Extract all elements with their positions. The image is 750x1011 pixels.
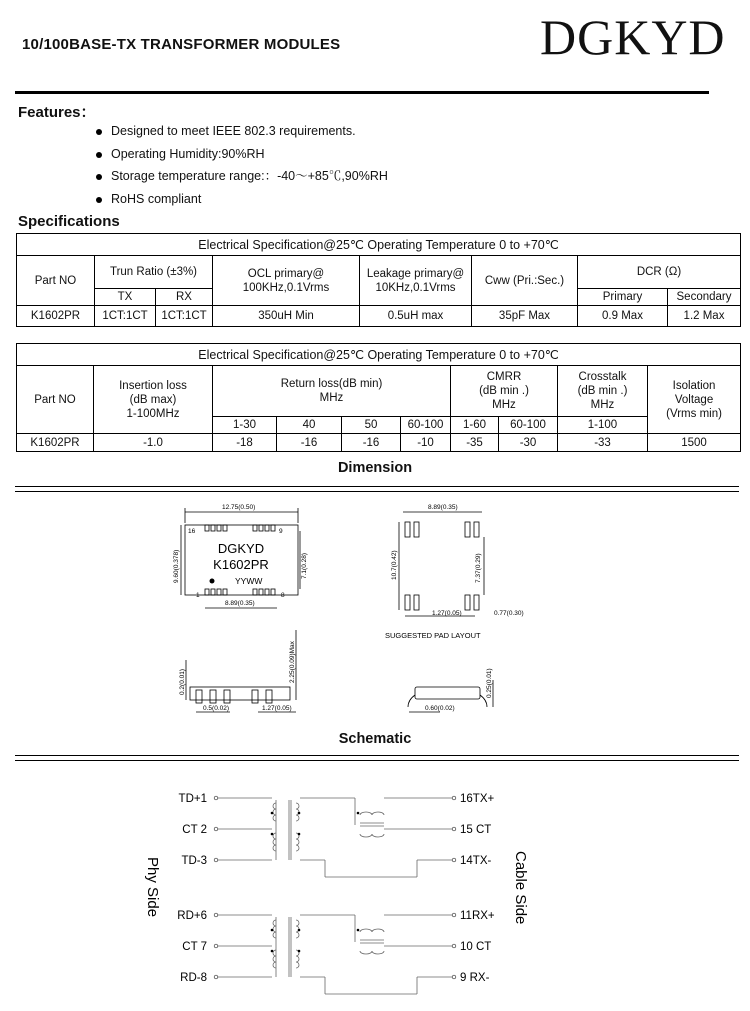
- cell-ocl: 350uH Min: [213, 306, 360, 327]
- header-turns-ratio: Trun Ratio (±3%): [95, 256, 213, 289]
- svg-text:0.25(0.01): 0.25(0.01): [486, 668, 493, 698]
- svg-text:8.89(0.35): 8.89(0.35): [225, 600, 255, 607]
- svg-text:12.75(0.50): 12.75(0.50): [222, 504, 256, 511]
- features-heading: Features：: [18, 104, 96, 121]
- header-rule: [15, 91, 709, 94]
- pin-label-left: TD-3: [181, 855, 207, 867]
- pin-label-left: RD+6: [177, 910, 207, 922]
- table-row: [17, 306, 741, 327]
- cell-insertion: -1.0: [94, 434, 213, 452]
- header-cmrr: CMRR (dB min .) MHz: [451, 366, 558, 417]
- band-return-3: 50: [342, 417, 401, 434]
- svg-text:0.60(0.02): 0.60(0.02): [425, 705, 455, 712]
- pin-label-right: 10 CT: [460, 941, 492, 953]
- pin-1-label: 1: [196, 592, 200, 599]
- header-dcr: DCR (Ω): [578, 256, 741, 289]
- feature-item: RoHS compliant: [96, 192, 388, 215]
- cell-return-1: -18: [213, 434, 277, 452]
- header-ocl: OCL primary@ 100KHz,0.1Vrms: [213, 256, 360, 306]
- cell-return-2: -16: [277, 434, 342, 452]
- header-secondary: Secondary: [668, 289, 741, 306]
- table-caption: Electrical Specification@25℃ Operating Temperature 0 to +70℃: [17, 234, 741, 256]
- header-tx: TX: [95, 289, 156, 306]
- pin-label-left: RD-8: [180, 972, 207, 984]
- cell-dcr-primary: 0.9 Max: [578, 306, 668, 327]
- band-return-1: 1-30: [213, 417, 277, 434]
- package-part-number: K1602PR: [213, 557, 269, 572]
- header-leakage: Leakage primary@ 10KHz,0.1Vrms: [360, 256, 472, 306]
- svg-text:9.60(0.378): 9.60(0.378): [173, 549, 180, 583]
- cell-part: K1602PR: [17, 306, 95, 327]
- cell-crosstalk: -33: [558, 434, 648, 452]
- cell-cmrr-1: -35: [451, 434, 499, 452]
- pin-label-right: 11RX+: [460, 910, 495, 922]
- table-caption: Electrical Specification@25℃ Operating Temperature 0 to +70℃: [17, 344, 741, 366]
- cell-cww: 35pF Max: [472, 306, 578, 327]
- pin-label-left: CT 2: [182, 824, 207, 836]
- cable-side-label: Cable Side: [512, 851, 529, 925]
- table-row: [17, 434, 741, 452]
- cell-tx: 1CT:1CT: [95, 306, 156, 327]
- features-list: [96, 124, 388, 214]
- header-insertion-loss: Insertion loss (dB max) 1-100MHz: [94, 366, 213, 434]
- phy-side-label: Phy Side: [144, 857, 161, 918]
- header-isolation: Isolation Voltage (Vrms min): [648, 366, 741, 434]
- electrical-spec-table-2: [16, 343, 741, 452]
- svg-text:8.89(0.35): 8.89(0.35): [428, 504, 458, 511]
- svg-text:10.7(0.42): 10.7(0.42): [391, 550, 398, 580]
- specifications-heading: Specifications: [18, 213, 120, 230]
- schematic-heading: Schematic: [338, 731, 412, 747]
- header-crosstalk: Crosstalk (dB min .) MHz: [558, 366, 648, 417]
- band-cmrr-2: 60-100: [499, 417, 558, 434]
- electrical-spec-table-1: [16, 233, 741, 327]
- pin1-dot-icon: [210, 579, 215, 584]
- pin-8-label: 8: [281, 592, 285, 599]
- schematic-diagram: [0, 765, 750, 1011]
- band-return-2: 40: [277, 417, 342, 434]
- band-crosstalk: 1-100: [558, 417, 648, 434]
- pin-label-right: 15 CT: [460, 824, 492, 836]
- cell-return-4: -10: [401, 434, 451, 452]
- svg-text:7.37(0.29): 7.37(0.29): [475, 553, 482, 583]
- cell-leakage: 0.5uH max: [360, 306, 472, 327]
- brand-logo: DGKYD: [540, 9, 726, 65]
- band-return-4: 60-100: [401, 417, 451, 434]
- document-title: 10/100BASE-TX TRANSFORMER MODULES: [22, 36, 341, 53]
- cell-return-3: -16: [342, 434, 401, 452]
- header-primary: Primary: [578, 289, 668, 306]
- feature-item: Designed to meet IEEE 802.3 requirements.: [96, 124, 388, 147]
- band-cmrr-1: 1-60: [451, 417, 499, 434]
- svg-text:0.77(0.30): 0.77(0.30): [494, 610, 524, 617]
- svg-text:0.5(0.02): 0.5(0.02): [203, 705, 230, 712]
- package-brand: DGKYD: [217, 541, 265, 556]
- header-rx: RX: [156, 289, 213, 306]
- header-return-loss: Return loss(dB min) MHz: [213, 366, 451, 417]
- svg-text:0.2(0.01): 0.2(0.01): [179, 668, 186, 695]
- svg-text:7.1(0.28): 7.1(0.28): [301, 552, 308, 579]
- cell-cmrr-2: -30: [499, 434, 558, 452]
- feature-item: Operating Humidity:90%RH: [96, 147, 388, 170]
- svg-text:1.27(0.05): 1.27(0.05): [262, 705, 292, 712]
- pin-16-label: 16: [188, 528, 196, 535]
- header-part-no: Part NO: [17, 256, 95, 306]
- pin-label-right: 14TX-: [460, 855, 492, 867]
- section-divider: [15, 755, 739, 761]
- section-divider: [15, 486, 739, 492]
- pad-layout-label: SUGGESTED PAD LAYOUT: [385, 631, 481, 640]
- svg-text:1.27(0.05): 1.27(0.05): [432, 610, 462, 617]
- dimension-drawing: [0, 495, 750, 725]
- cell-part: K1602PR: [17, 434, 94, 452]
- cell-rx: 1CT:1CT: [156, 306, 213, 327]
- feature-item: Storage temperature range:：-40～+85℃,90%RH: [96, 169, 388, 192]
- pin-9-label: 9: [279, 528, 283, 535]
- pin-label-right: 16TX+: [460, 793, 495, 805]
- header-part-no: Part NO: [17, 366, 94, 434]
- package-date-code: YYWW: [235, 576, 263, 586]
- pin-label-left: CT 7: [182, 941, 207, 953]
- svg-text:2.25(0.09)Max: 2.25(0.09)Max: [289, 641, 296, 683]
- dimension-heading: Dimension: [337, 460, 413, 476]
- cell-isolation: 1500: [648, 434, 741, 452]
- pin-label-right: 9 RX-: [460, 972, 490, 984]
- cell-dcr-secondary: 1.2 Max: [668, 306, 741, 327]
- header-cww: Cww (Pri.:Sec.): [472, 256, 578, 306]
- pin-label-left: TD+1: [178, 793, 207, 805]
